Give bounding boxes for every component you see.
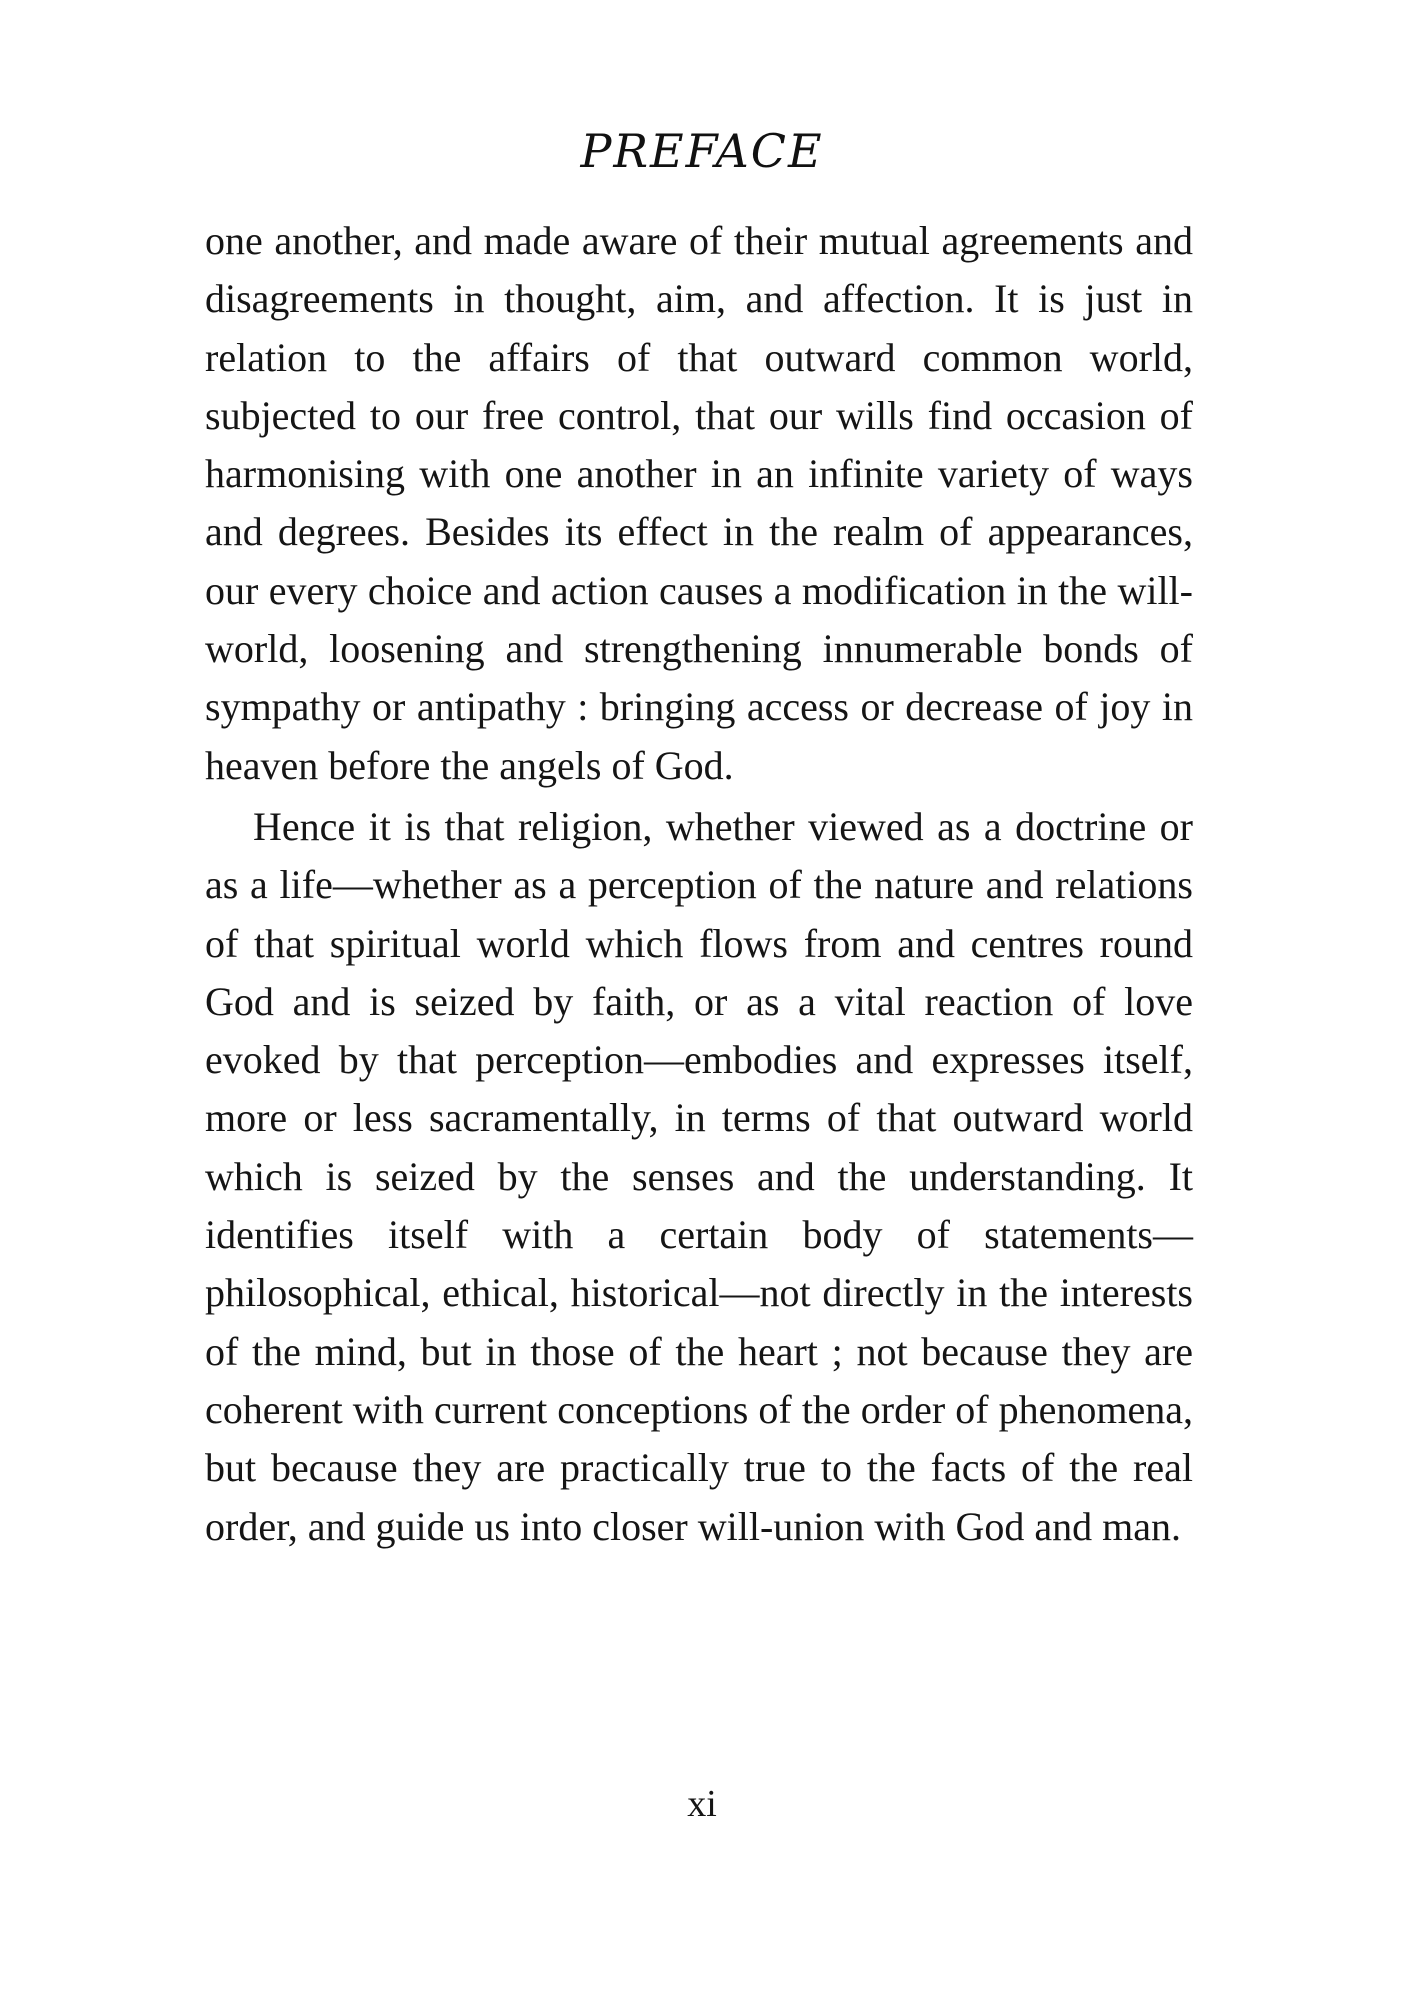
running-head: PREFACE <box>580 124 824 178</box>
paragraph-hence: Hence it is that religion, whether viewed as a doctrine or as a life—whether as a perception of the nature and relations of that spiritual world which flows from and centres round God and is seized by faith, or as a vital reaction of love evoked by that perception—embodies and expresses itself, more or less sacramentally, in terms of that outward world which is seized by the senses and the understanding. It identifies itself with a certain body of statements—philosophical, ethical, historical—not directly in the interests of the mind, but in those of the heart ; not because they are coherent with current conceptions of the order of phenomena, but because they are practically true to the facts of the real order, and guide us into closer will-union with God and man. <box>205 803 1193 1549</box>
page-number: xi <box>687 1783 717 1825</box>
paragraph-continued: one another, and made aware of their mutual agreements and disagreements in thought, aim, and affection. It is just in relation to the affairs of that outward common world, subjected to our free control, that our wills find occasion of harmonising with one another in an infinite variety of ways and degrees. Besides its effect in the realm of appearances, our every choice and action causes a modification in the will-world, loosening and strengthening innumerable bonds of sympathy or antipathy : bringing access or decrease of joy in heaven before the angels of God. <box>205 218 1193 788</box>
body-text <box>205 212 1193 1556</box>
